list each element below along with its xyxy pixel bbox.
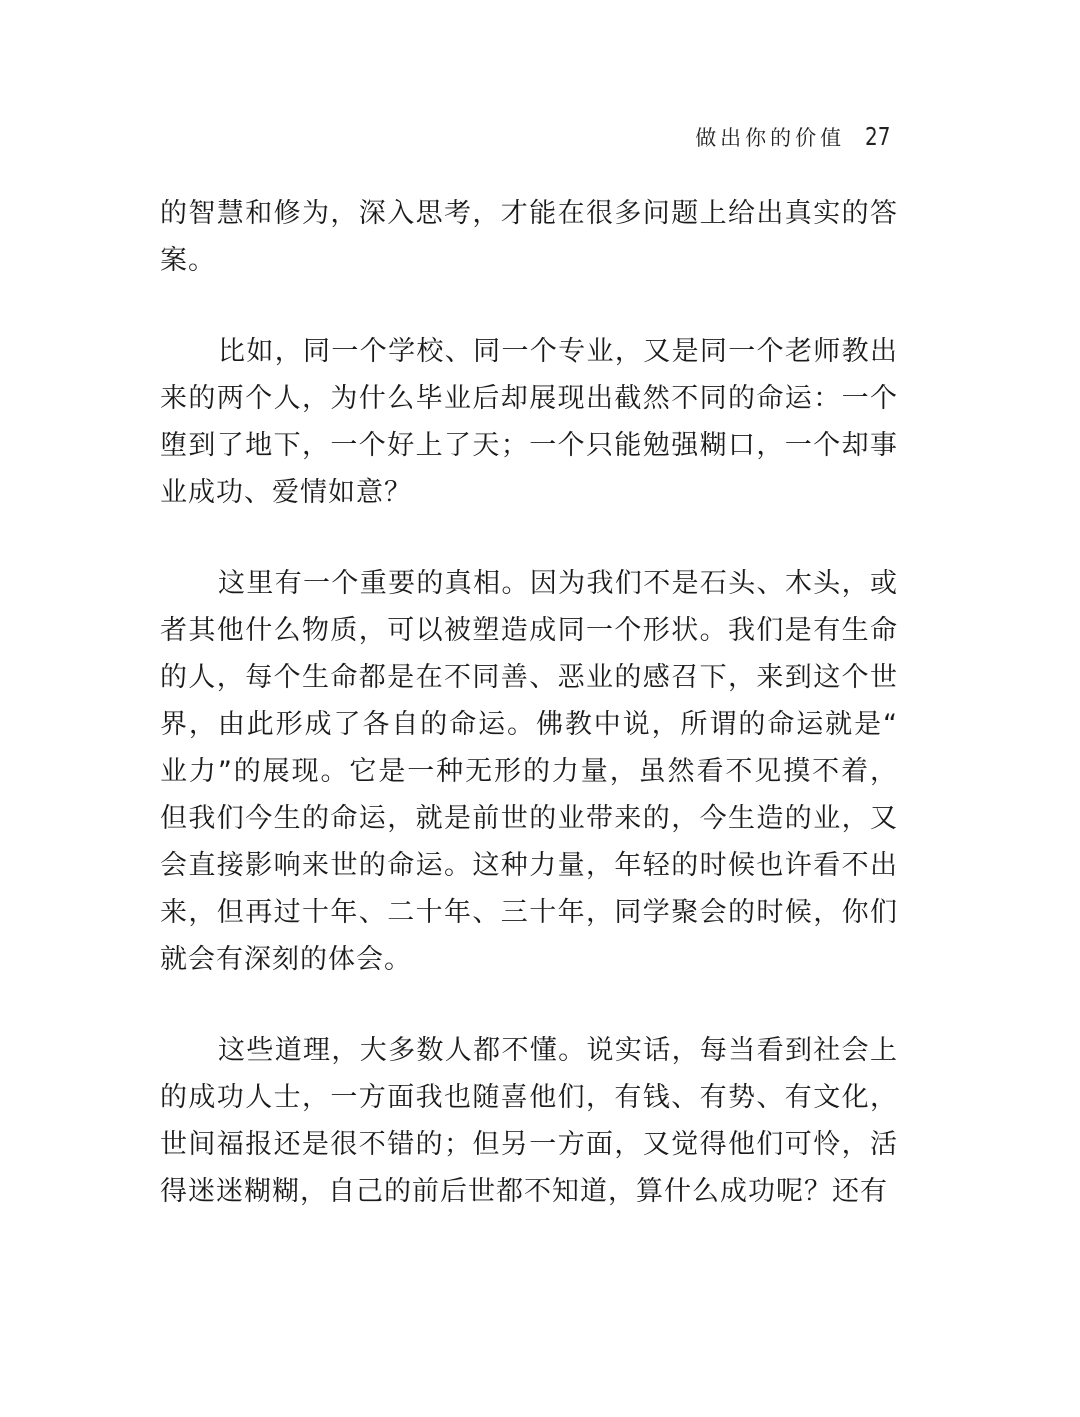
running-title: 做出你的价值 — [695, 126, 846, 150]
page-number: 27 — [865, 122, 891, 151]
paragraph: 这些道理，大多数人都不懂。说实话，每当看到社会上的成功人士，一方面我也随喜他们，有钱、有势、有文化，世间福报还是很不错的；但另一方面，又觉得他们可怜，活得迷迷糊糊，自己的前后世都不知道，算什么成功呢？还有 — [160, 1035, 898, 1207]
running-header — [695, 122, 897, 152]
paragraph-continuation: 的智慧和修为，深入思考，才能在很多问题上给出真实的答案。 — [160, 198, 898, 276]
paragraph: 比如，同一个学校、同一个专业，又是同一个老师教出来的两个人，为什么毕业后却展现出截然不同的命运：一个堕到了地下，一个好上了天；一个只能勉强糊口，一个却事业成功、爱情如意？ — [160, 336, 898, 508]
paragraph: 这里有一个重要的真相。因为我们不是石头、木头，或者其他什么物质，可以被塑造成同一个形状。我们是有生命的人，每个生命都是在不同善、恶业的感召下，来到这个世界，由此形成了各自的命运。佛教中说，所谓的命运就是“业力”的展现。它是一种无形的力量，虽然看不见摸不着，但我们今生的命运，就是前世的业带来的，今生造的业，又会直接影响来世的命运。这种力量，年轻的时候也许看不出来，但再过十年、二十年、三十年，同学聚会的时候，你们就会有深刻的体会。 — [160, 568, 898, 975]
body-text — [160, 190, 898, 1215]
